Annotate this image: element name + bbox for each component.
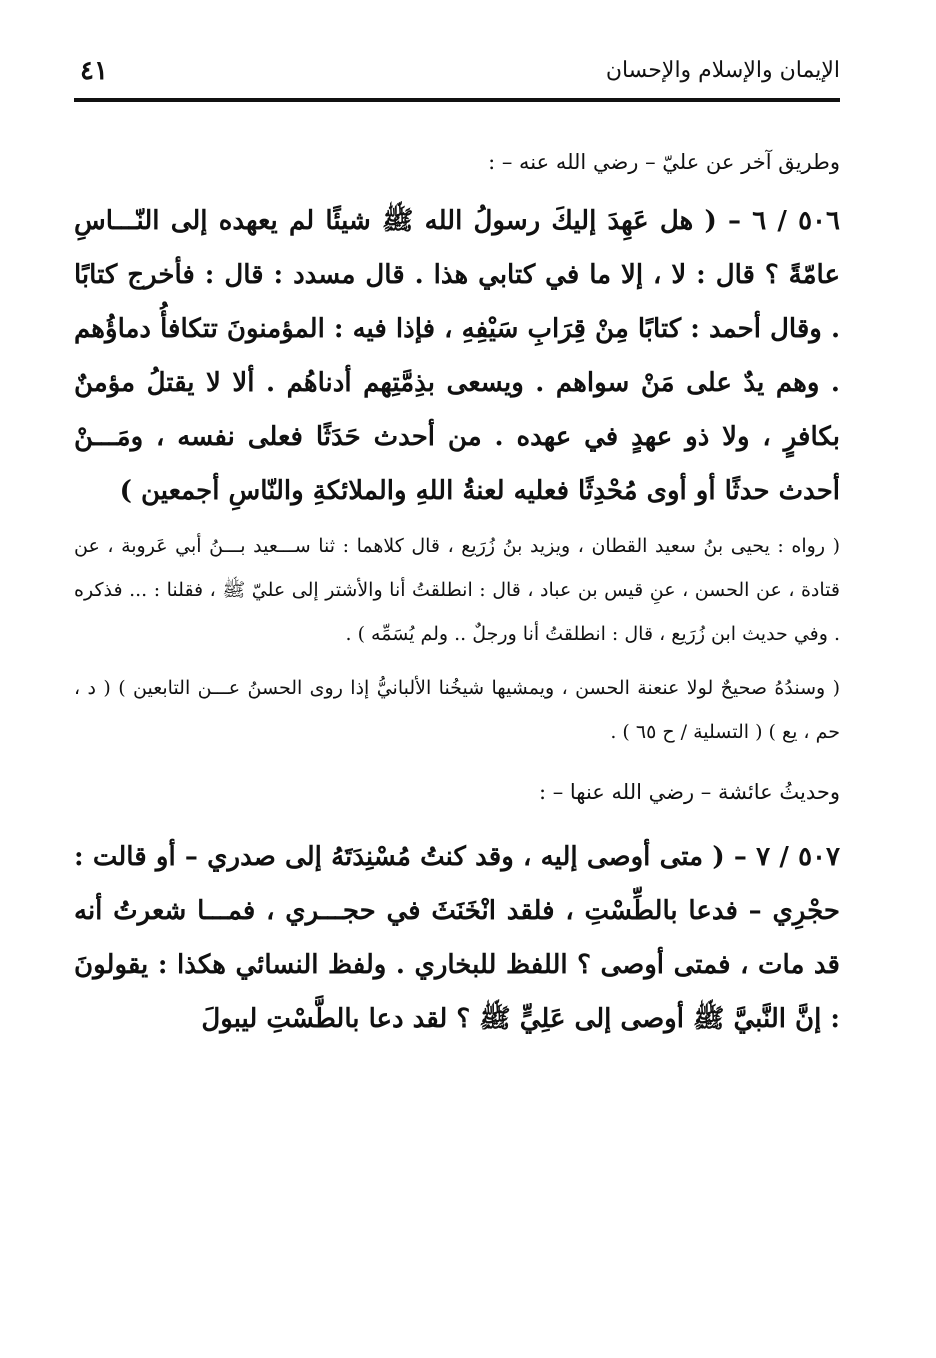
chain-intro-aisha: وحديثُ عائشة – رضي الله عنها – : bbox=[538, 780, 840, 804]
hadith-506-text: ٥٠٦ / ٦ – ( هل عَهِدَ إليكَ رسولُ الله ﷺ شيئًا لم يعهده إلى النّـــاسِ عامّةً ؟ قال : لا ، إلا ما في كتابي هذا . قال مسدد : قال : فأخرج كتابًا . وقال أحمد : كتابًا مِنْ قِرَابِ سَيْفِهِ ، فإذا فيه : المؤمنونَ تتكافأُ دماؤُهم . وهم يدٌ على مَنْ سواهم . ويسعى بذِمَّتِهم أدناهُم . ألا لا يقتلُ مؤمنٌ بكافرٍ ، ولا ذو عهدٍ في عهده . من أحدث حَدَثًا فعلى نفسه ، ومَـــنْ أحدث حدثًا أو أوى مُحْدِثًا فعليه لعنةُ اللهِ والملائكةِ والنّاسِ أجمعين ) bbox=[74, 206, 840, 506]
hadith-506-grading-note: ( وسندُهُ صحيحٌ لولا عنعنة الحسن ، ويمشيها شيخُنا الألبانيُّ إذا روى الحسنُ عـــن التابعين ) ( د ، حم ، يع ) ( التسلية / ح ٦٥ ) . bbox=[74, 677, 840, 743]
chain-intro-ali: وطريق آخر عن عليّ – رضي الله عنه – : bbox=[488, 150, 840, 174]
page-header bbox=[74, 48, 840, 100]
page-number: ٤١ bbox=[80, 56, 108, 86]
page-body bbox=[74, 146, 840, 1052]
running-title: الإيمان والإسلام والإحسان bbox=[605, 58, 840, 83]
hadith-506-narration-note: ( رواه : يحيى بنُ سعيد القطان ، ويزيد بنُ زُرَيع ، قال كلاهما : ثنا ســـعيد بـــنُ أبي عَروبة ، عن قتادة ، عن الحسن ، عنِ قيس بن عباد ، قال : انطلقتُ أنا والأشتر إلى عليّ ﷺ ، فقلنا : ... فذكره . وفي حديث ابن زُرَيع ، قال : انطلقتُ أنا ورجلٌ .. ولم يُسَمِّه ) . bbox=[74, 535, 840, 645]
hadith-507-text: ٥٠٧ / ٧ – ( متى أوصى إليه ، وقد كنتُ مُسْنِدَتَهُ إلى صدري – أو قالت : حجْرِي – فدعا بالطِّسْتِ ، فلقد انْخَنَثَ في حجـــري ، فمـــا شعرتُ أنه قد مات ، فمتى أوصى ؟ اللفظ للبخاري . ولفظ النسائي هكذا : يقولونَ : إنَّ النَّبيَّ ﷺ أوصى إلى عَلِيٍّ ﷺ ؟ لقد دعا بالطَّسْتِ ليبولَ bbox=[74, 842, 840, 1034]
header-divider bbox=[74, 98, 840, 102]
